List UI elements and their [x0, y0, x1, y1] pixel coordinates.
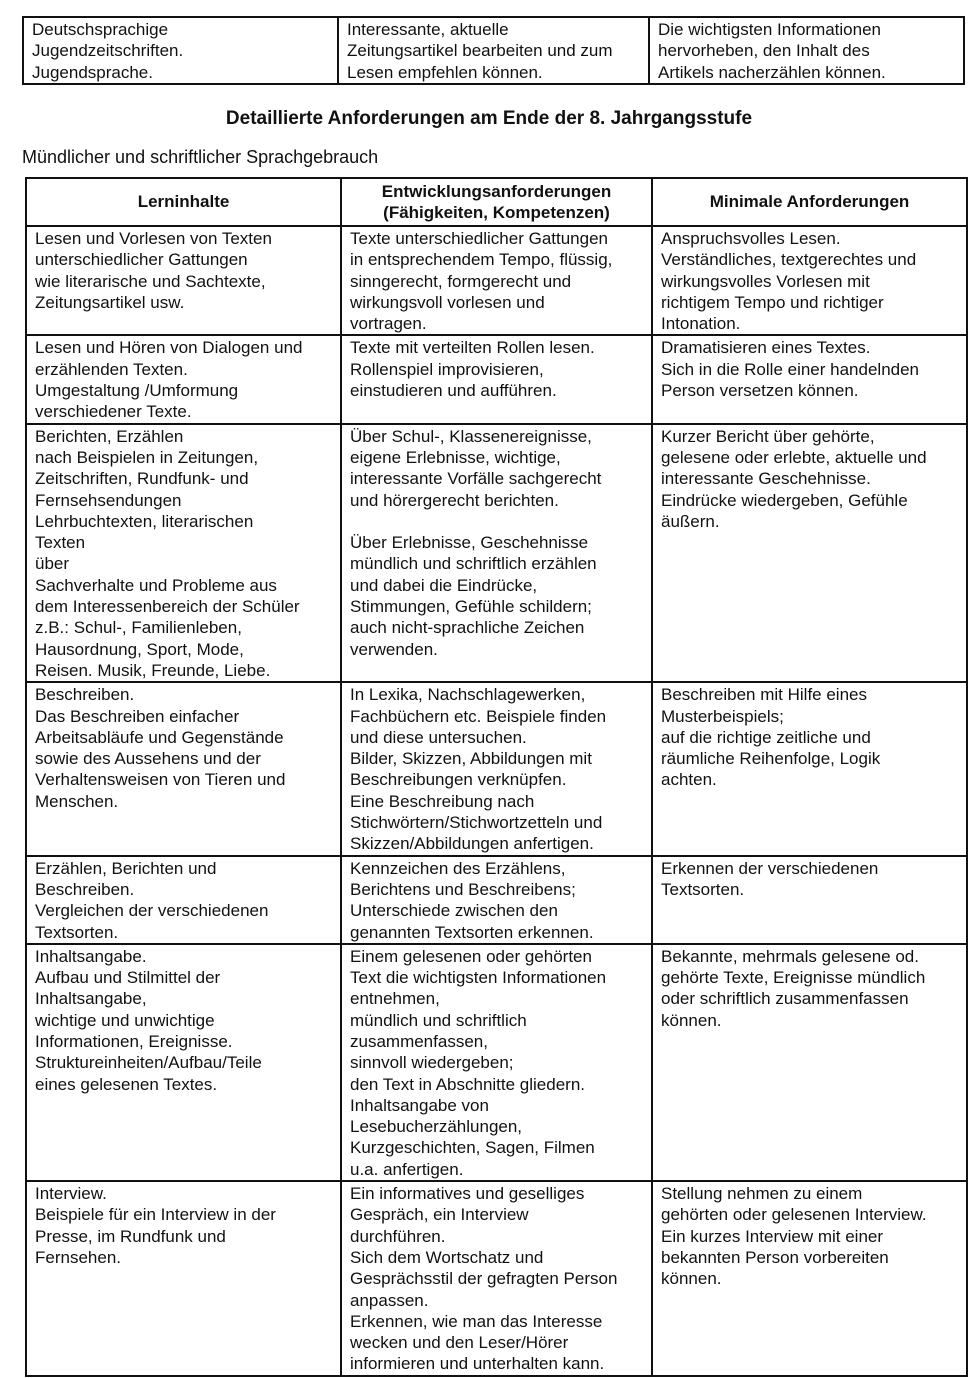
table-cell: Anspruchsvolles Lesen. Verständliches, textgerechtes und wirkungsvolles Vorlesen mit richtigem Tempo und richtiger Intonation. [652, 226, 967, 335]
table-row [26, 424, 967, 683]
table-row [23, 17, 964, 84]
table-header-row [26, 178, 967, 226]
table-cell: Inhaltsangabe. Aufbau und Stilmittel der Inhaltsangabe, wichtige und unwichtige Informationen, Ereignisse. Struktureinheiten/Aufbau/Teile eines gelesenen Textes. [26, 944, 341, 1181]
table-row [26, 226, 967, 335]
table-row [26, 682, 967, 855]
table-cell: Beschreiben. Das Beschreiben einfacher Arbeitsabläufe und Gegenstände sowie des Aussehens und der Verhaltensweisen von Tieren und Menschen. [26, 682, 341, 855]
continuation-table [22, 16, 965, 85]
table-row [26, 335, 967, 423]
section-subheading: Mündlicher und schriftlicher Sprachgebrauch [22, 147, 379, 167]
table-cell: Beschreiben mit Hilfe eines Musterbeispiels; auf die richtige zeitliche und räumliche Reihenfolge, Logik achten. [652, 682, 967, 855]
table-cell: Erkennen der verschiedenen Textsorten. [652, 856, 967, 944]
table-cell: Kurzer Bericht über gehörte, gelesene oder erlebte, aktuelle und interessante Geschehnisse. Eindrücke wiedergeben, Gefühle äußern. [652, 424, 967, 683]
table-cell: In Lexika, Nachschlagewerken, Fachbüchern etc. Beispiele finden und diese untersuchen. Bilder, Skizzen, Abbildungen mit Beschreibungen verknüpfen. Eine Beschreibung nach Stichwörtern/Stichwortzetteln und Skizzen/Abbildungen anfertigen. [341, 682, 652, 855]
table-cell: Dramatisieren eines Textes. Sich in die Rolle einer handelnden Person versetzen können. [652, 335, 967, 423]
table-cell: Bekannte, mehrmals gelesene od. gehörte Texte, Ereignisse mündlich oder schriftlich zusammenfassen können. [652, 944, 967, 1181]
table-cell: Interview. Beispiele für ein Interview in der Presse, im Rundfunk und Fernsehen. [26, 1181, 341, 1376]
table-cell: Lesen und Hören von Dialogen und erzählenden Texten. Umgestaltung /Umformung verschiedener Texte. [26, 335, 341, 423]
table-cell: Texte unterschiedlicher Gattungen in entsprechendem Tempo, flüssig, sinngerecht, formgerecht und wirkungsvoll vorlesen und vortragen. [341, 226, 652, 335]
table-cell: Deutschsprachige Jugendzeitschriften. Jugendsprache. [23, 17, 338, 84]
table-cell: Lesen und Vorlesen von Texten unterschiedlicher Gattungen wie literarische und Sachtexte, Zeitungsartikel usw. [26, 226, 341, 335]
table-cell: Texte mit verteilten Rollen lesen. Rollenspiel improvisieren, einstudieren und aufführen. [341, 335, 652, 423]
table-cell: Stellung nehmen zu einem gehörten oder gelesenen Interview. Ein kurzes Interview mit einer bekannten Person vorbereiten können. [652, 1181, 967, 1376]
table-row [26, 1181, 967, 1376]
column-header-lerninhalte: Lerninhalte [26, 178, 341, 226]
table-cell: Interessante, aktuelle Zeitungsartikel bearbeiten und zum Lesen empfehlen können. [338, 17, 649, 84]
requirements-table [25, 177, 968, 1377]
table-cell: Berichten, Erzählen nach Beispielen in Zeitungen, Zeitschriften, Rundfunk- und Fernsehsendungen Lehrbuchtexten, literarischen Texten über Sachverhalte und Probleme aus dem Interessenbereich der Schüler z.B.: Schul-, Familienleben, Hausordnung, Sport, Mode, Reisen. Musik, Freunde, Liebe. [26, 424, 341, 683]
section-heading: Detaillierte Anforderungen am Ende der 8. Jahrgangsstufe [225, 108, 753, 129]
table-cell: Einem gelesenen oder gehörten Text die wichtigsten Informationen entnehmen, mündlich und schriftlich zusammenfassen, sinnvoll wiedergeben; den Text in Abschnitte gliedern. Inhaltsangabe von Lesebucherzählungen, Kurzgeschichten, Sagen, Filmen u.a. anfertigen. [341, 944, 652, 1181]
column-header-entwicklungsanforderungen: Entwicklungsanforderungen (Fähigkeiten, Kompetenzen) [341, 178, 652, 226]
table-row [26, 856, 967, 944]
table-cell: Die wichtigsten Informationen hervorheben, den Inhalt des Artikels nacherzählen können. [649, 17, 964, 84]
table-cell: Kennzeichen des Erzählens, Berichtens und Beschreibens; Unterschiede zwischen den genannten Textsorten erkennen. [341, 856, 652, 944]
table-cell: Erzählen, Berichten und Beschreiben. Vergleichen der verschiedenen Textsorten. [26, 856, 341, 944]
column-header-minimale-anforderungen: Minimale Anforderungen [652, 178, 967, 226]
table-cell: Über Schul-, Klassenereignisse, eigene Erlebnisse, wichtige, interessante Vorfälle sachgerecht und hörergerecht berichten. Über Erlebnisse, Geschehnisse mündlich und schriftlich erzählen und dabei die Eindrücke, Stimmungen, Gefühle schildern; auch nicht-sprachliche Zeichen verwenden. [341, 424, 652, 683]
table-row [26, 944, 967, 1181]
table-cell: Ein informatives und geselliges Gespräch, ein Interview durchführen. Sich dem Wortschatz und Gesprächsstil der gefragten Person anpassen. Erkennen, wie man das Interesse wecken und den Leser/Hörer informieren und unterhalten kann. [341, 1181, 652, 1376]
